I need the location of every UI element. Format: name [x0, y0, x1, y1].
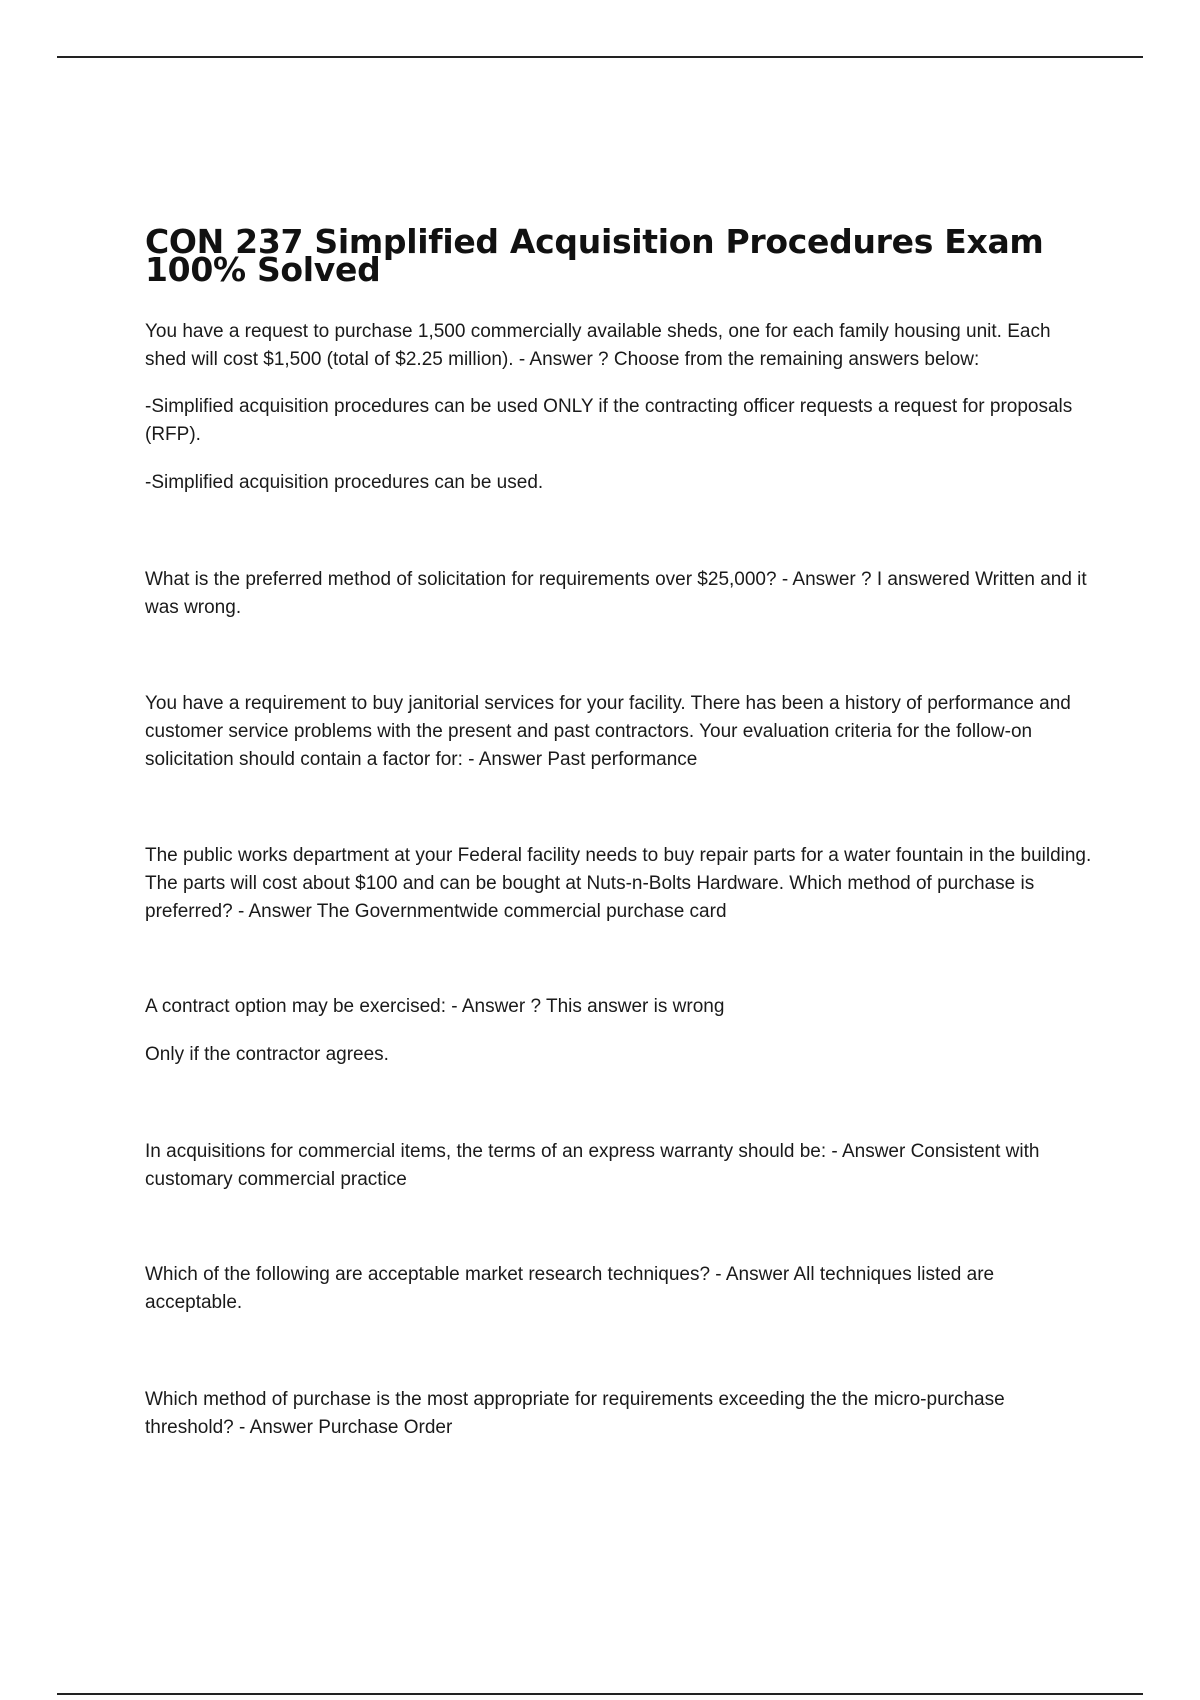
- answer-option-paragraph: -Simplified acquisition procedures can be used.: [145, 472, 544, 493]
- answer-option-paragraph: -Simplified acquisition procedures can be used ONLY if the contracting officer requests a request for proposals (RFP).: [145, 396, 1073, 445]
- question-paragraph: A contract option may be exercised: - Answer ? This answer is wrong: [145, 996, 725, 1017]
- bottom-rule: [57, 1693, 1143, 1695]
- answer-paragraph: Only if the contractor agrees.: [145, 1044, 389, 1065]
- question-paragraph: You have a request to purchase 1,500 commercially available sheds, one for each family housing unit. Each shed will cost $1,500 (total of $2.25 million). - Answer ? Choose from the remaining answers below:: [145, 321, 1051, 370]
- document-title: CON 237 Simplified Acquisition Procedures Exam 100% Solved: [145, 222, 1044, 289]
- top-rule: [57, 56, 1143, 58]
- question-paragraph: The public works department at your Federal facility needs to buy repair parts for a water fountain in the building. The parts will cost about $100 and can be bought at Nuts-n-Bolts Hardware. Which method of purchase is preferred? - Answer The Governmentwide commercial purchase card: [145, 845, 1092, 922]
- question-paragraph: In acquisitions for commercial items, the terms of an express warranty should be: - Answer Consistent with customary commercial practice: [145, 1141, 1040, 1190]
- question-paragraph: Which method of purchase is the most appropriate for requirements exceeding the the micro-purchase threshold? - Answer Purchase Order: [145, 1389, 1005, 1438]
- question-paragraph: Which of the following are acceptable market research techniques? - Answer All techniques listed are acceptable.: [145, 1264, 995, 1313]
- question-paragraph: You have a requirement to buy janitorial services for your facility. There has been a history of performance and customer service problems with the present and past contractors. Your evaluation criteria for the follow-on solicitation should contain a factor for: - Answer Past performance: [145, 693, 1071, 770]
- question-paragraph: What is the preferred method of solicitation for requirements over $25,000? - Answer ? I answered Written and it was wrong.: [145, 569, 1087, 618]
